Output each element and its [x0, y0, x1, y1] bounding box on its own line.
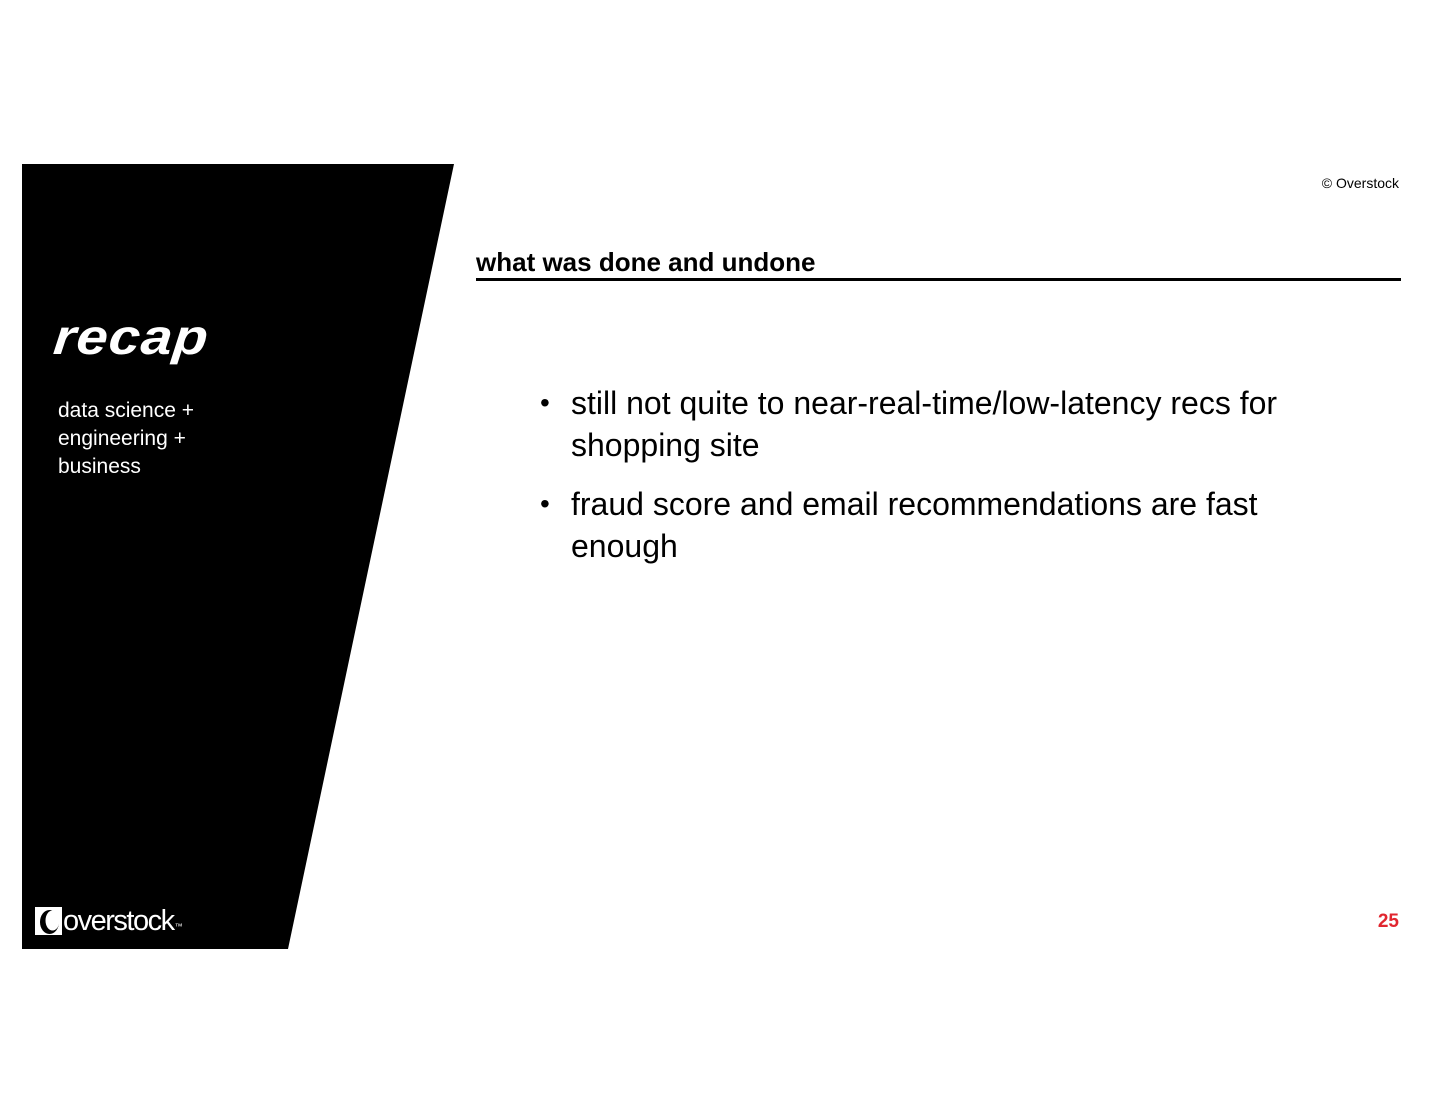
heading-underline-divider	[476, 278, 1401, 281]
copyright-notice: © Overstock	[1321, 175, 1399, 191]
logo-trademark: ™	[174, 922, 183, 931]
bullet-icon: •	[540, 488, 550, 519]
section-subtitle	[58, 397, 258, 481]
bullet-icon: •	[540, 387, 550, 418]
overstock-logo	[35, 904, 183, 938]
page-number: 25	[1377, 911, 1399, 932]
subtitle-line: business	[58, 455, 141, 478]
bullet-text: still not quite to near-real-time/low-latency recs for shopping site	[571, 385, 1278, 463]
subtitle-line: data science +	[58, 399, 195, 422]
logo-wordmark: overstock	[63, 904, 174, 937]
black-panel-shape	[22, 164, 454, 949]
subtitle-line: engineering +	[58, 427, 186, 450]
content-heading: what was done and undone	[476, 247, 816, 277]
overstock-o-mark-icon	[35, 906, 62, 936]
list-item	[540, 483, 1370, 567]
bullet-text: fraud score and email recommendations are fast enough	[571, 486, 1258, 564]
section-title: recap	[51, 309, 212, 365]
list-item	[540, 382, 1370, 466]
bullet-list	[540, 382, 1370, 584]
